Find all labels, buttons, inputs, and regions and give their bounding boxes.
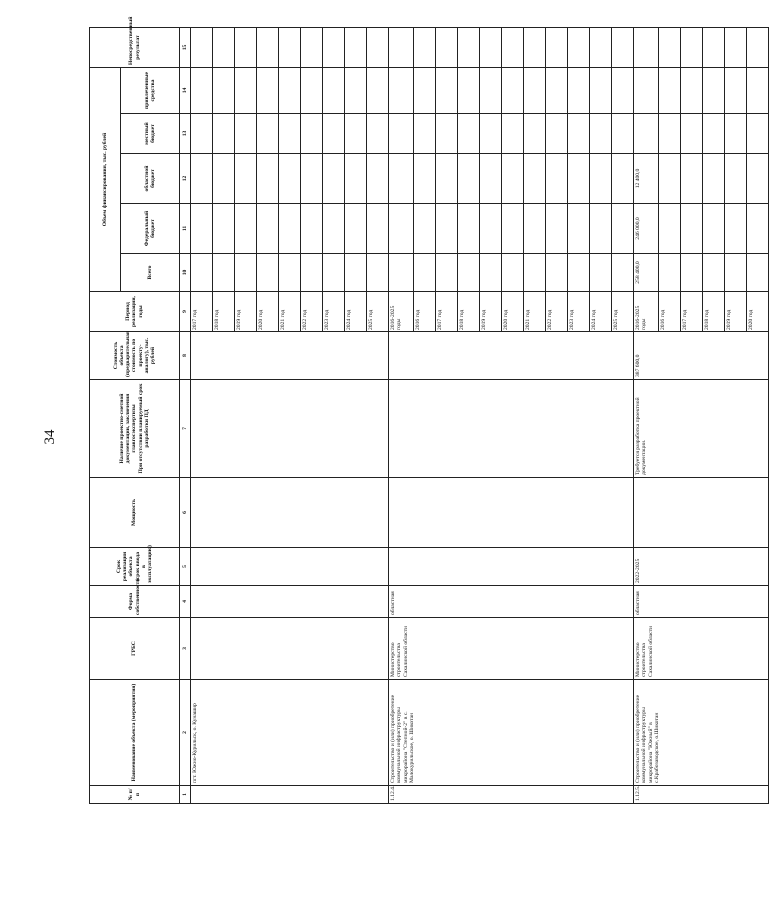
cell-period: 2021 год [279, 292, 301, 332]
column-number-row [180, 28, 191, 804]
cell-grbs: Министерство строительства Сахалинской области [389, 618, 634, 680]
cell-period: 2019 год [480, 292, 502, 332]
cell-cost: 387 600,0 [634, 332, 769, 380]
cell-deadline: 2022-2025 [634, 548, 769, 586]
cell-period: 2018 год [213, 292, 235, 332]
column-number: 3 [180, 618, 191, 680]
cell-period: 2016 год [414, 292, 436, 332]
column-number: 1 [180, 786, 191, 804]
header-deadline: Срок реализации объекта (срок ввода в эксплуатацию) [90, 548, 180, 586]
cell-ownership: областная [389, 586, 634, 618]
header-grbs: ГРБС [90, 618, 180, 680]
column-number: 11 [180, 204, 191, 254]
cell-total: 258 400,0 [634, 254, 659, 292]
column-number: 14 [180, 68, 191, 114]
page-number: 34 [42, 429, 58, 445]
cell-period: 2020 год [257, 292, 279, 332]
cell-name: пгт. Южно-Курильск, о. Кунашир [191, 680, 389, 786]
table-row [191, 28, 213, 804]
cell-period: 2022 год [301, 292, 323, 332]
cell-federal: 246 000,0 [634, 204, 659, 254]
cell-grbs [191, 618, 389, 680]
header-name: Наименование объекта (мероприятия) [90, 680, 180, 786]
header-cost: Стоимость объекта (предварительная стоимость по проекту-аналогу), тыс. рублей [90, 332, 180, 380]
column-number: 9 [180, 292, 191, 332]
cell-docs [389, 380, 634, 478]
cell-period: 2018 год [703, 292, 725, 332]
column-number: 7 [180, 380, 191, 478]
cell-capacity [191, 478, 389, 548]
cell-period: 2025 год [367, 292, 389, 332]
header-regional: областной бюджет [121, 154, 180, 204]
cell-period: 2019 год [725, 292, 747, 332]
cell-period: 2020 год [502, 292, 524, 332]
cell-period: 2023 год [323, 292, 345, 332]
column-number: 6 [180, 478, 191, 548]
header-local: местный бюджет [121, 114, 180, 154]
cell-cost [389, 332, 634, 380]
cell-regional: 12 400,0 [634, 154, 659, 204]
financing-table [89, 16, 769, 804]
cell-period: 2017 год [436, 292, 458, 332]
column-number: 13 [180, 114, 191, 154]
column-number: 8 [180, 332, 191, 380]
column-number: 5 [180, 548, 191, 586]
header-period: Период реализации, годы [90, 292, 180, 332]
cell-capacity [389, 478, 634, 548]
cell-no: 1.12.4. [389, 786, 634, 804]
cell-period: 2018 год [458, 292, 480, 332]
header-no: № п/п [90, 786, 180, 804]
cell-period: 2016 год [659, 292, 681, 332]
cell-name: Строительство и (или) приобретение коммунальной инфраструктуры микрорайона "Южный" в с.Крабозаводское, о.Шикотан [634, 680, 769, 786]
header-total: Всего [121, 254, 180, 292]
cell-period: 2017 год [191, 292, 213, 332]
table-row [634, 28, 659, 804]
cell-grbs: Министерство строительства Сахалинской области [634, 618, 769, 680]
header-docs [90, 380, 180, 478]
header-federal: Федеральный бюджет [121, 204, 180, 254]
cell-deadline [389, 548, 634, 586]
cell-period: 2024 год [345, 292, 367, 332]
header-attracted: привлеченные средства [121, 68, 180, 114]
column-number: 12 [180, 154, 191, 204]
cell-ownership [191, 586, 389, 618]
cell-period: 2020 год [747, 292, 769, 332]
column-number: 10 [180, 254, 191, 292]
cell-period: 2016-2025 годы [634, 292, 659, 332]
header-docs-main: Наличие проектно-сметной документации, заключения главгосэкспертизы [118, 393, 138, 464]
cell-period: 2023 год [568, 292, 590, 332]
cell-period: 2017 год [681, 292, 703, 332]
header-capacity: Мощность [90, 478, 180, 548]
cell-docs: Требуется разработка проектной документации. [634, 380, 769, 478]
cell-period: 2016-2025 годы [389, 292, 414, 332]
cell-docs [191, 380, 389, 478]
header-ownership: Форма собственности [90, 586, 180, 618]
cell-ownership: областная [634, 586, 769, 618]
cell-period: 2019 год [235, 292, 257, 332]
header-financing: Объем финансирования, тыс. рублей [90, 68, 121, 292]
table-row [389, 28, 414, 804]
program-table-sheet [89, 16, 754, 804]
header-result: Непосредственный результат [90, 28, 180, 68]
cell-period: 2022 год [546, 292, 568, 332]
column-number: 15 [180, 28, 191, 68]
cell-capacity [634, 478, 769, 548]
column-number: 2 [180, 680, 191, 786]
cell-cost [191, 332, 389, 380]
cell-no: 1.12.5. [634, 786, 769, 804]
cell-name: Строительство и (или) приобретение коммунальной инфраструктуры микрорайона "Степной-2" в с. Малокурильское, о. Шикотан [389, 680, 634, 786]
column-number: 4 [180, 586, 191, 618]
cell-period: 2025 год [612, 292, 634, 332]
cell-deadline [191, 548, 389, 586]
header-docs-sub: При отсутствии планируемый срок разработки ПД [137, 383, 150, 474]
cell-period: 2024 год [590, 292, 612, 332]
cell-no [191, 786, 389, 804]
cell-period: 2021 год [524, 292, 546, 332]
